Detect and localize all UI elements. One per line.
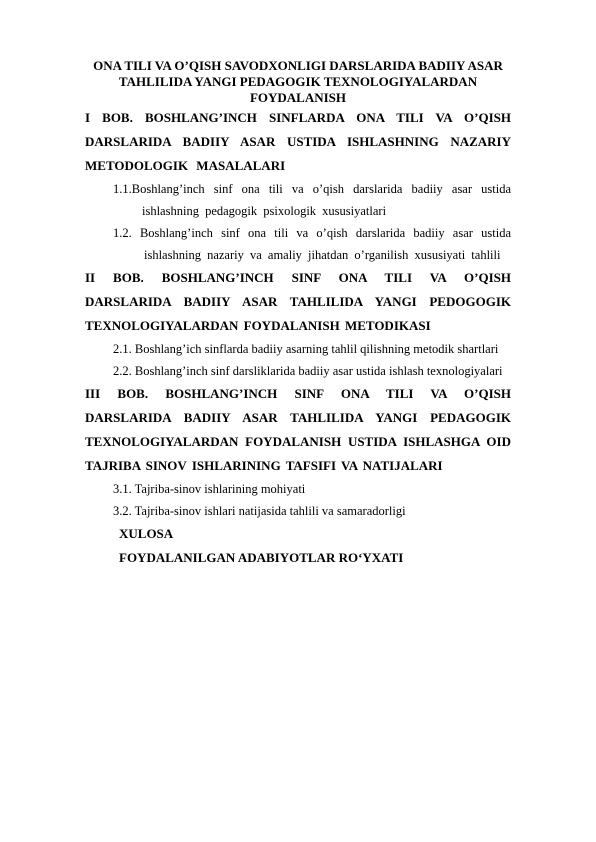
section-3-1: 3.1. Tajriba-sinov ishlarining mohiyati [113,482,306,496]
conclusion-heading: XULOSA [119,526,174,541]
section-2-2: 2.2. Boshlang’inch sinf darsliklarida badiiy asar ustida ishlash texnologiyalari [113,364,503,378]
chapter-3-heading: III BOB. BOSHLANG’INCH SINF ONA TILI VA O’QISH DARSLARIDA BADIIY ASAR TAHLILIDA YANGI PEDAGOGIK TEXNOLOGIYALARDAN FOYDALANISH USTIDA ISHLASHGA OID TAJRIBA SINOV ISHLARINING TAFSIFI VA NATIJALARI [85,386,511,473]
section-3-2: 3.2. Tajriba-sinov ishlari natijasida tahlili va samaradorligi [113,504,406,518]
chapter-2-heading: II BOB. BOSHLANG’INCH SINF ONA TILI VA O’QISH DARSLARIDA BADIIY ASAR TAHLILIDA YANGI PEDOGOGIK TEXNOLOGIYALARDAN FOYDALANISH METODIKASI [85,270,511,333]
references-heading: FOYDALANILGAN ADABIYOTLAR RO‘YXATI [119,550,404,565]
document-title: ONA TILI VA O’QISH SAVODXONLIGI DARSLARIDA BADIIY ASAR TAHLILIDA YANGI PEDAGOGIK TEXNOLOGIYALARDAN FOYDALANISH [93,58,503,105]
section-1-2: 1.2. Boshlang’inch sinf ona tili va o’qish darslarida badiiy asar ustida ishlashning nazariy va amaliy jihatdan o’rganilish xususiyati tahlili [113,226,511,262]
table-of-contents [85,58,511,570]
section-2-1: 2.1. Boshlang’ich sinflarda badiiy asarning tahlil qilishning metodik shartlari [113,342,499,356]
section-1-1: 1.1.Boshlang’inch sinf ona tili va o’qish darslarida badiiy asar ustida ishlashning pedagogik psixologik xususiyatlari [113,182,511,218]
chapter-1-heading: I BOB. BOSHLANG’INCH SINFLARDA ONA TILI VA O’QISH DARSLARIDA BADIIY ASAR USTIDA ISHLASHNING NAZARIY METODOLOGIK MASALALARI [85,110,511,173]
